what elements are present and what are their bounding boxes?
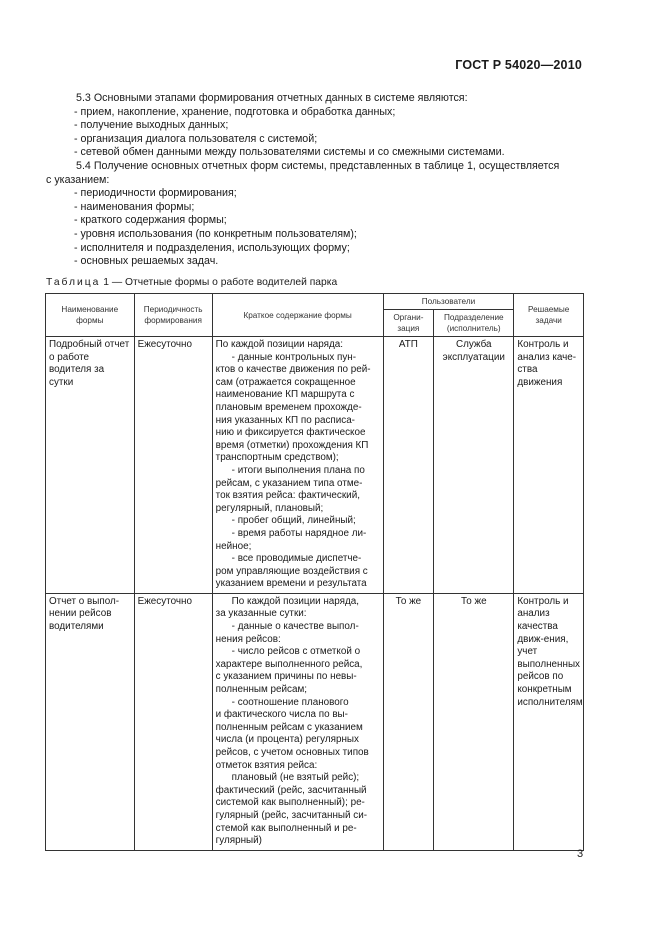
cell-period: Ежесуточно — [134, 593, 212, 850]
content-line: нейное; — [215, 540, 252, 552]
cell-org: То же — [383, 593, 434, 850]
cell-tasks: Контроль и анализ качества движ-ения, учет выполненных рейсов по конкретным исполнителям — [514, 593, 584, 850]
cell-content — [212, 337, 383, 594]
header-users: Пользователи — [383, 294, 514, 310]
list-item: - прием, накопление, хранение, подготовка и обработка данных; — [74, 105, 396, 118]
cell-dept: Служба эксплуатации — [434, 337, 514, 594]
content-line: время (отметки) прохождения КП — [215, 439, 369, 451]
content-line: отметок взятия рейса: — [215, 759, 318, 771]
table-caption-number: 1 — [103, 277, 109, 288]
table-row — [46, 337, 584, 594]
content-line: числа (и процента) регулярных — [215, 734, 359, 746]
content-line: ктов о качестве движения по рей- — [215, 364, 371, 376]
content-line: - пробег общий, линейный; — [231, 515, 356, 527]
table-caption — [46, 277, 337, 288]
content-line: за указанные сутки: — [215, 608, 307, 620]
content-line: сам (отражается сокращенное — [215, 376, 356, 388]
content-line: фактический (рейс, засчитанный — [215, 784, 367, 796]
header-tasks: Решаемые задачи — [514, 294, 584, 337]
header-name: Наименование формы — [46, 294, 135, 337]
header-dept: Подразделение (исполнитель) — [434, 310, 514, 337]
table-caption-title: — Отчетные формы о работе водителей парка — [111, 277, 338, 288]
content-line: с указанием причины по невы- — [215, 671, 357, 683]
body-text — [46, 92, 583, 269]
content-line: регулярный, плановый; — [215, 502, 324, 514]
content-line: гулярный (рейс, засчитанный си- — [215, 809, 368, 821]
content-line: стемой как выполненный и ре- — [215, 822, 357, 834]
section-5-3-intro: 5.3 Основными этапами формирования отчетных данных в системе являются: — [76, 92, 468, 104]
list-item: - исполнителя и подразделения, использующих форму; — [74, 241, 350, 254]
content-line: нения рейсов: — [215, 633, 281, 645]
section-5-4-intro: 5.4 Получение основных отчетных форм системы, представленных в таблице 1, осуществляется — [76, 159, 560, 172]
header-content: Краткое содержание формы — [212, 294, 383, 337]
cell-name: Отчет о выпол-нении рейсов водителями — [46, 593, 135, 850]
cell-name: Подробный отчет о работе водителя за сутки — [46, 337, 135, 594]
list-item: - основных решаемых задач. — [74, 255, 219, 268]
content-line: рейсам, с указанием типа отме- — [215, 477, 363, 489]
list-item: - организация диалога пользователя с системой; — [74, 132, 318, 145]
list-item: - краткого содержания формы; — [74, 214, 227, 227]
content-line: и фактического числа по вы- — [215, 709, 348, 721]
content-line: полненным рейсам с указанием — [215, 721, 363, 733]
content-line: - соотношение планового — [231, 696, 349, 708]
page-number: 3 — [577, 848, 584, 860]
list-item: - сетевой обмен данными между пользователями системы и со смежными системами. — [74, 146, 505, 159]
content-line: характере выполненного рейса, — [215, 658, 363, 670]
list-item: - периодичности формирования; — [74, 187, 237, 200]
content-line: - число рейсов с отметкой о — [231, 646, 361, 658]
content-line: системой как выполненный); ре- — [215, 797, 365, 809]
header-period: Периодичность формирования — [134, 294, 212, 337]
list-item: - уровня использования (по конкретным пользователям); — [74, 227, 357, 240]
content-line: плановым временем прохожде- — [215, 401, 362, 413]
cell-dept: То же — [434, 593, 514, 850]
report-forms-table — [45, 293, 584, 851]
content-line: По каждой позиции наряда: — [215, 339, 344, 350]
content-line: нию и фиксируется фактическое — [215, 427, 366, 439]
table-row — [46, 593, 584, 850]
header-org: Органи-зация — [383, 310, 434, 337]
content-line: По каждой позиции наряда, — [231, 595, 360, 607]
content-line: полненным рейсам; — [215, 684, 308, 696]
content-line: ток взятия рейса: фактический, — [215, 490, 360, 502]
list-item: - получение выходных данных; — [74, 119, 229, 132]
table-header-row — [46, 294, 584, 310]
content-line: - итоги выполнения плана по — [231, 464, 365, 476]
content-line: гулярный) — [215, 835, 262, 847]
content-line: - данные контрольных пун- — [231, 351, 357, 363]
content-line: - время работы нарядное ли- — [231, 527, 367, 539]
cell-period: Ежесуточно — [134, 337, 212, 594]
cell-content — [212, 593, 383, 850]
content-line: ром управляющие воздействия с — [215, 565, 368, 577]
content-line: рейсов, с учетом основных типов — [215, 747, 369, 758]
content-line: ния указанных КП по расписа- — [215, 414, 355, 426]
content-line: плановый (не взятый рейс); — [231, 772, 360, 784]
list-item: - наименования формы; — [74, 200, 195, 213]
content-line: транспортным средством); — [215, 452, 339, 464]
content-line: наименование КП маршрута с — [215, 389, 355, 401]
content-line: - данные о качестве выпол- — [231, 621, 359, 633]
table-caption-label: Таблица — [46, 277, 101, 288]
content-line: указанием времени и результата — [215, 578, 367, 590]
section-5-4-intro-continued: с указанием: — [46, 173, 110, 186]
cell-tasks: Контроль и анализ каче-ства движения — [514, 337, 584, 594]
cell-org: АТП — [383, 337, 434, 594]
document-standard-number: ГОСТ Р 54020—2010 — [455, 58, 582, 72]
content-line: - все проводимые диспетче- — [231, 553, 362, 565]
